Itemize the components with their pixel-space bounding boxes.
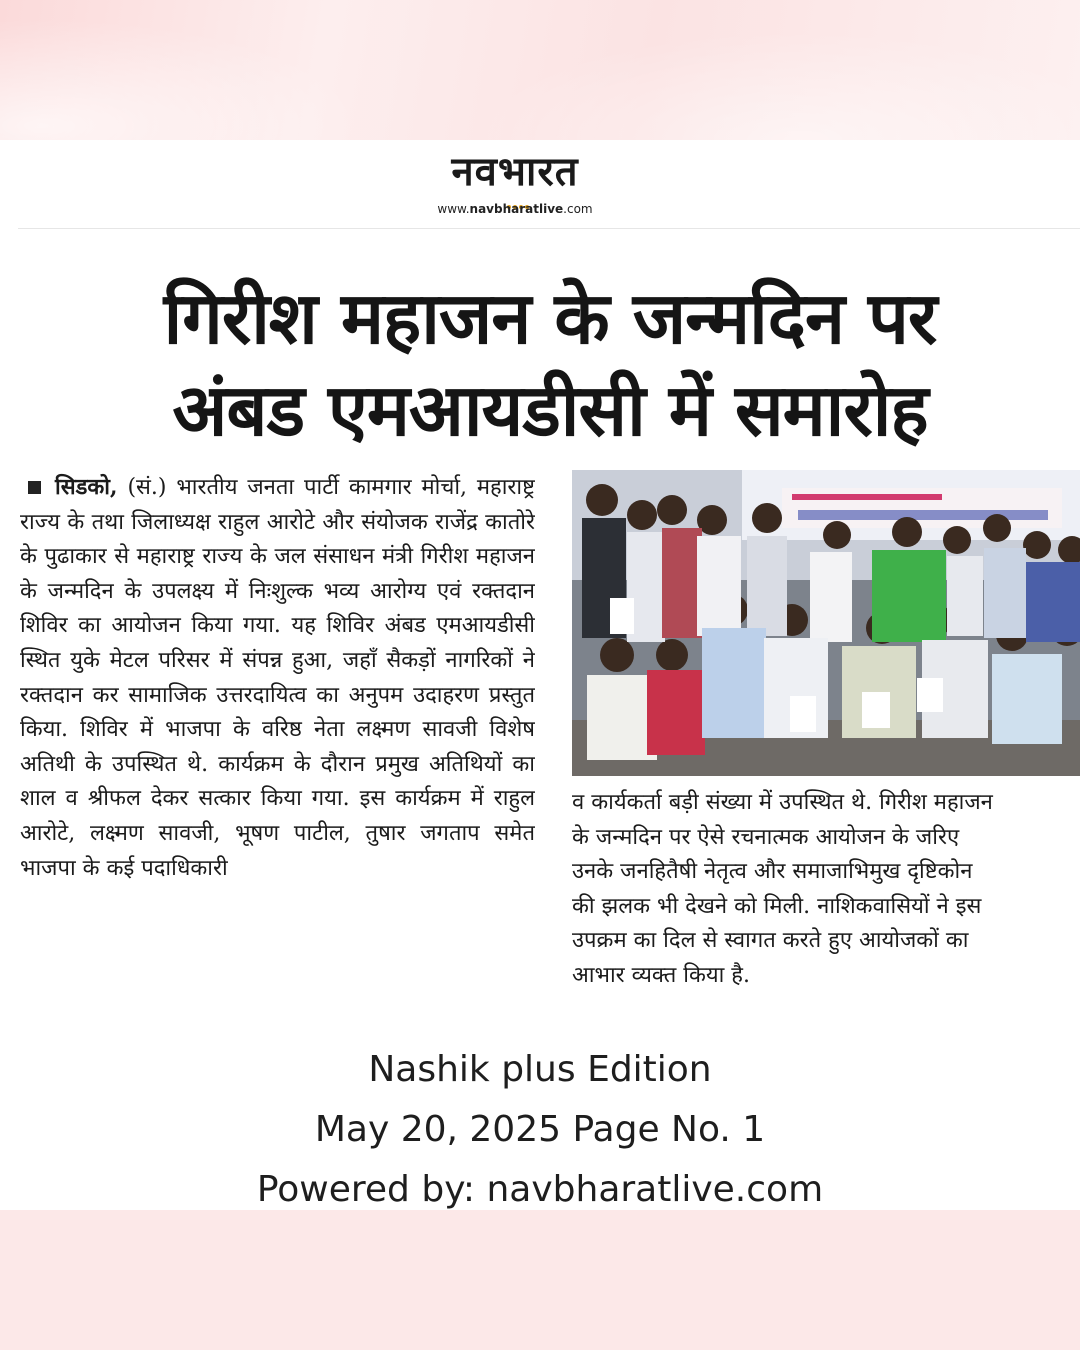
decorative-swoosh: [380, 0, 1080, 140]
footer-background: [0, 1210, 1080, 1350]
article-line: की झलक भी देखने को मिली. नाशिकवासियों ने इस: [572, 893, 982, 919]
article-column-right: [572, 786, 1080, 1031]
article-line: व कार्यकर्ता बड़ी संख्या में उपस्थित थे. गिरीश महाजन: [572, 790, 993, 815]
logo-url: www.navbharatlive.com: [437, 202, 593, 216]
article-line: उनके जनहितैषी नेतृत्व और समाजाभिमुख दृष्टिकोन: [572, 859, 973, 885]
article-column-left: [20, 470, 535, 1030]
logo-wordmark: नवभारत: [451, 149, 579, 195]
headline: [20, 272, 1080, 456]
article-line: के जन्मदिन पर ऐसे रचनात्मक आयोजन के जरिए: [572, 824, 960, 850]
divider: [18, 228, 1080, 229]
masthead-logo: [380, 150, 650, 222]
edition-footer: [0, 1040, 1080, 1220]
headline-line-1: गिरीश महाजन के जन्मदिन पर: [163, 276, 937, 360]
decorative-swoosh: [0, 0, 420, 140]
headline-line-2: अंबड एमआयडीसी में समारोह: [172, 368, 928, 452]
edition-date-page: May 20, 2025 Page No. 1: [314, 1109, 766, 1150]
powered-by: Powered by: navbharatlive.com: [256, 1169, 824, 1210]
article-line: उपक्रम का दिल से स्वागत करते हुए आयोजकों का: [572, 928, 969, 954]
logo-dots-icon: [503, 194, 533, 200]
event-photo: [572, 470, 1080, 776]
article-body-left: (सं.) भारतीय जनता पार्टी कामगार मोर्चा, महाराष्ट्र राज्य के तथा जिलाध्यक्ष राहुल आरोटे और संयोजक राजेंद्र कातोरे के पुढाकार से महाराष्ट्र राज्य के जल संसाधन मंत्री गिरीश महाजन के जन्मदिन के उपलक्ष्य में निःशुल्क भव्य आरोग्य एवं रक्तदान शिविर का आयोजन किया गया. यह शिविर अंबड एमआयडीसी स्थित युके मेटल परिसर में संपन्न हुआ, जहाँ सैकड़ों नागरिकों ने रक्तदान कर सामाजिक उत्तरदायित्व का अनुपम उदाहरण प्रस्तुत किया. शिविर में भाजपा के वरिष्ठ नेता लक्ष्मण सावजी विशेष अतिथी के उपस्थित थे. कार्यक्रम के दौरान प्रमुख अतिथियों का शाल व श्रीफल देकर सत्कार किया गया. इस कार्यक्रम में राहुल आरोटे, लक्ष्मण सावजी, भूषण पाटील, तुषार जगताप समेत भाजपा के कई पदाधिकारी: [20, 475, 535, 881]
header-background: [0, 0, 1080, 140]
dateline: सिडको,: [55, 474, 118, 500]
article-line: आभार व्यक्त किया है.: [572, 962, 750, 988]
bullet-square-icon: [28, 481, 41, 494]
edition-name: Nashik plus Edition: [368, 1049, 712, 1090]
